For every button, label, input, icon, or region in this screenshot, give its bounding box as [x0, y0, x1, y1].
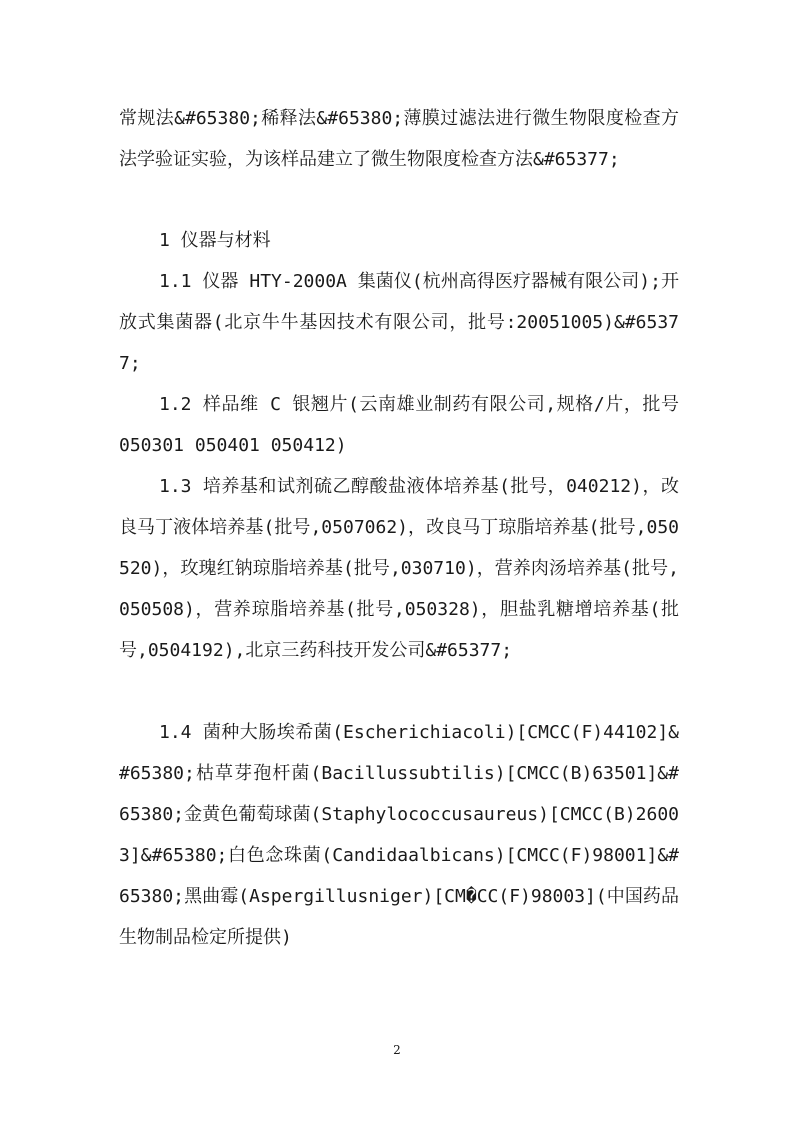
- paragraph-samples: 1.2 样品维 C 银翘片(云南雄业制药有限公司,规格/片，批号 050301 050401 050412): [119, 394, 679, 456]
- section-heading-instruments: 1 仪器与材料: [159, 230, 271, 251]
- paragraph-media-reagents: 1.3 培养基和试剂硫乙醇酸盐液体培养基(批号，040212)，改良马丁液体培养基(批号,0507062)，改良马丁琼脂培养基(批号,050520)，玫瑰红钠琼脂培养基(批号,030710)，营养肉汤培养基(批号,050508)，营养琼脂培养基(批号,050328)，胆盐乳糖增培养基(批号,0504192),北京三药科技开发公司&#65377;: [119, 476, 679, 661]
- page-number: 2: [393, 1043, 401, 1057]
- paragraph-instruments: 1.1 仪器 HTY-2000A 集菌仪(杭州高得医疗器械有限公司);开放式集菌器(北京牛牛基因技术有限公司，批号:20051005)&#65377;: [119, 271, 679, 374]
- paragraph-strains: 1.4 菌种大肠埃希菌(Escherichiacoli)[CMCC(F)44102]&#65380;枯草芽孢杆菌(Bacillussubtilis)[CMCC(B)63501]&#65380;金黄色葡萄球菌(Staphylococcusaureus)[CMCC(B)26003]&#65380;白色念珠菌(Candidaalbicans)[CMCC(F)98001]&#65380;黑曲霉(Aspergillusniger)[CM�CC(F)98003](中国药品生物制品检定所提供): [119, 722, 679, 948]
- paragraph-methods-intro: 常规法&#65380;稀释法&#65380;薄膜过滤法进行微生物限度检查方法学验证实验，为该样品建立了微生物限度检查方法&#65377;: [119, 108, 679, 170]
